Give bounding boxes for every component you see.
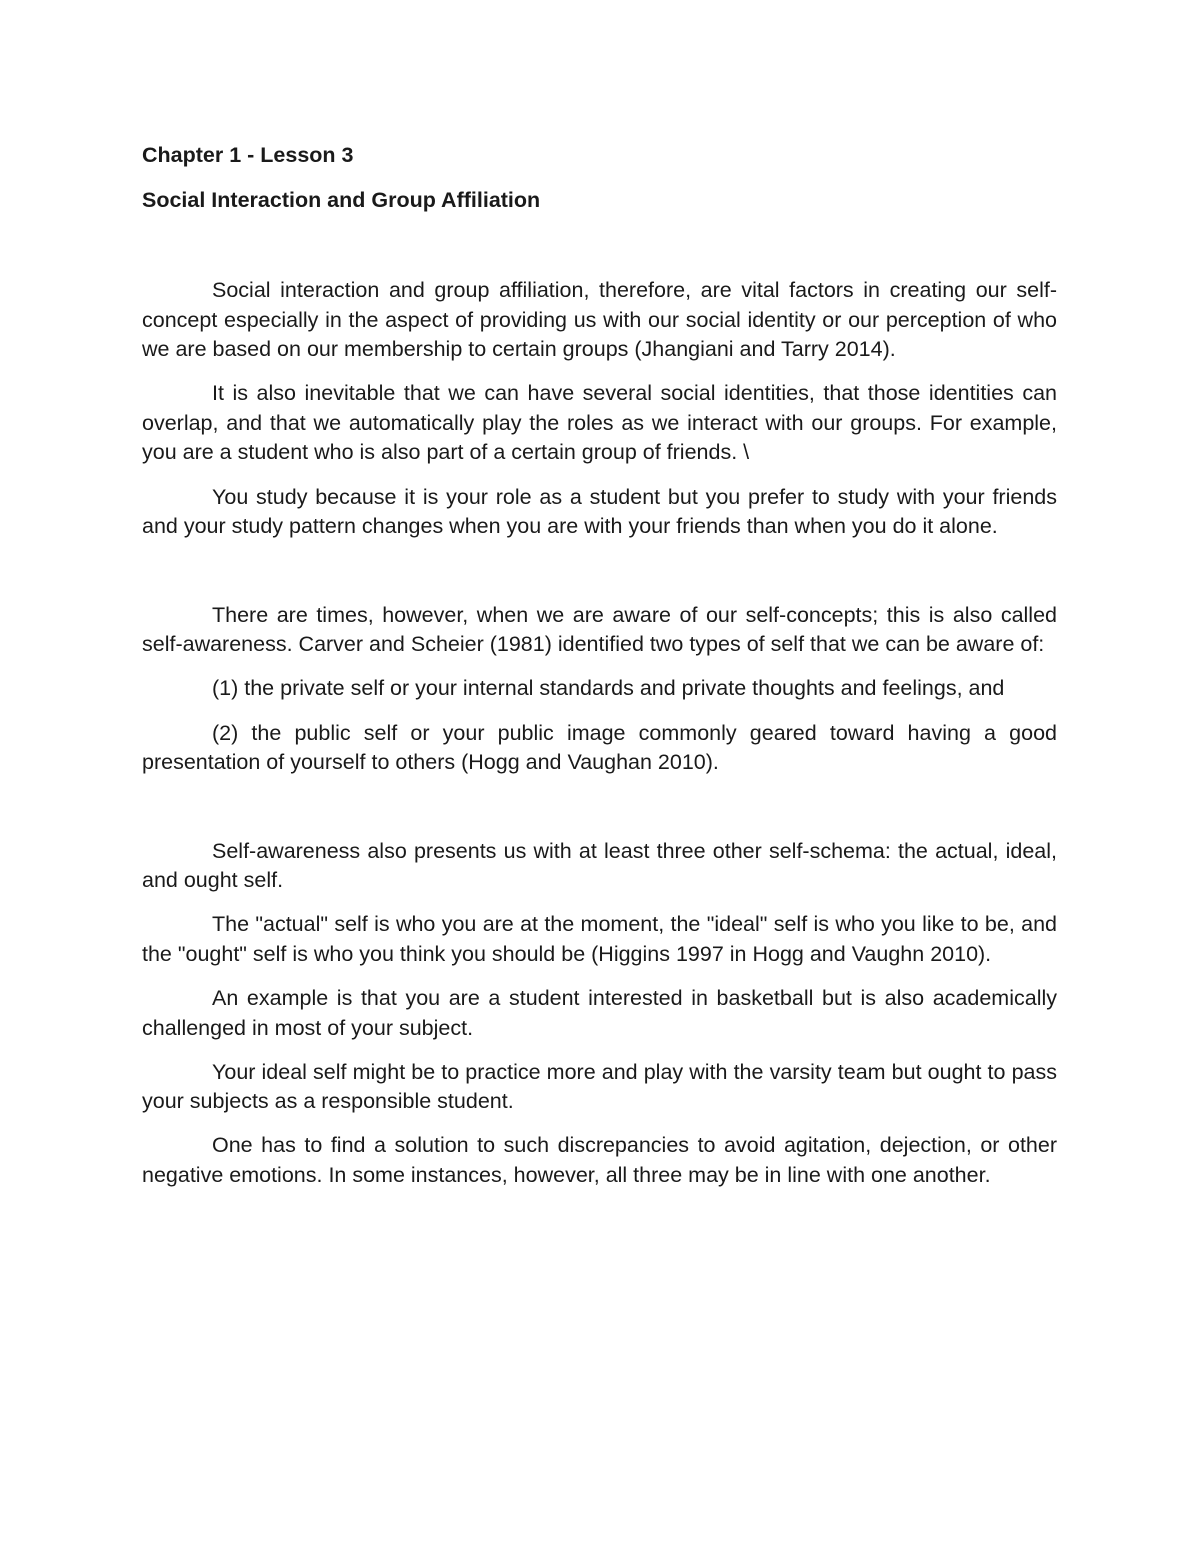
paragraph-self-schema: Self-awareness also presents us with at least three other self-schema: the actual, ideal, and ought self.	[142, 838, 1057, 893]
paragraph-social-identities: It is also inevitable that we can have several social identities, that those identities can overlap, and that we automatically play the roles as we interact with our groups. For example, you are a student who is also part of a certain group of friends. \	[142, 381, 1057, 465]
paragraph-discrepancies: One has to find a solution to such discrepancies to avoid agitation, dejection, or other negative emotions. In some instances, however, all three may be in line with one another.	[142, 1133, 1057, 1188]
paragraph-social-interaction: Social interaction and group affiliation, therefore, are vital factors in creating our self-concept especially in the aspect of providing us with our social identity or our perception of who we are based on our membership to certain groups (Jhangiani and Tarry 2014).	[142, 278, 1057, 362]
paragraph-public-self: (2) the public self or your public image commonly geared toward having a good presentation of yourself to others (Hogg and Vaughan 2010).	[142, 720, 1057, 775]
paragraph-study-example: You study because it is your role as a student but you prefer to study with your friends and your study pattern changes when you are with your friends than when you do it alone.	[142, 484, 1057, 539]
lesson-title: Social Interaction and Group Affiliation	[142, 188, 541, 212]
paragraph-ideal-self: Your ideal self might be to practice more and play with the varsity team but ought to pass your subjects as a responsible student.	[142, 1059, 1057, 1114]
document-page	[142, 140, 1057, 1205]
paragraph-private-self: (1) the private self or your internal standards and private thoughts and feelings, and	[212, 676, 1005, 701]
paragraph-actual-ideal-ought: The "actual" self is who you are at the moment, the "ideal" self is who you like to be, and the "ought" self is who you think you should be (Higgins 1997 in Hogg and Vaughn 2010).	[142, 912, 1057, 966]
paragraph-self-awareness: There are times, however, when we are aware of our self-concepts; this is also called self-awareness. Carver and Scheier (1981) identified two types of self that we can be aware of:	[142, 602, 1057, 657]
chapter-heading: Chapter 1 - Lesson 3	[142, 143, 354, 167]
paragraph-basketball-example: An example is that you are a student interested in basketball but is also academically challenged in most of your subject.	[142, 986, 1057, 1040]
